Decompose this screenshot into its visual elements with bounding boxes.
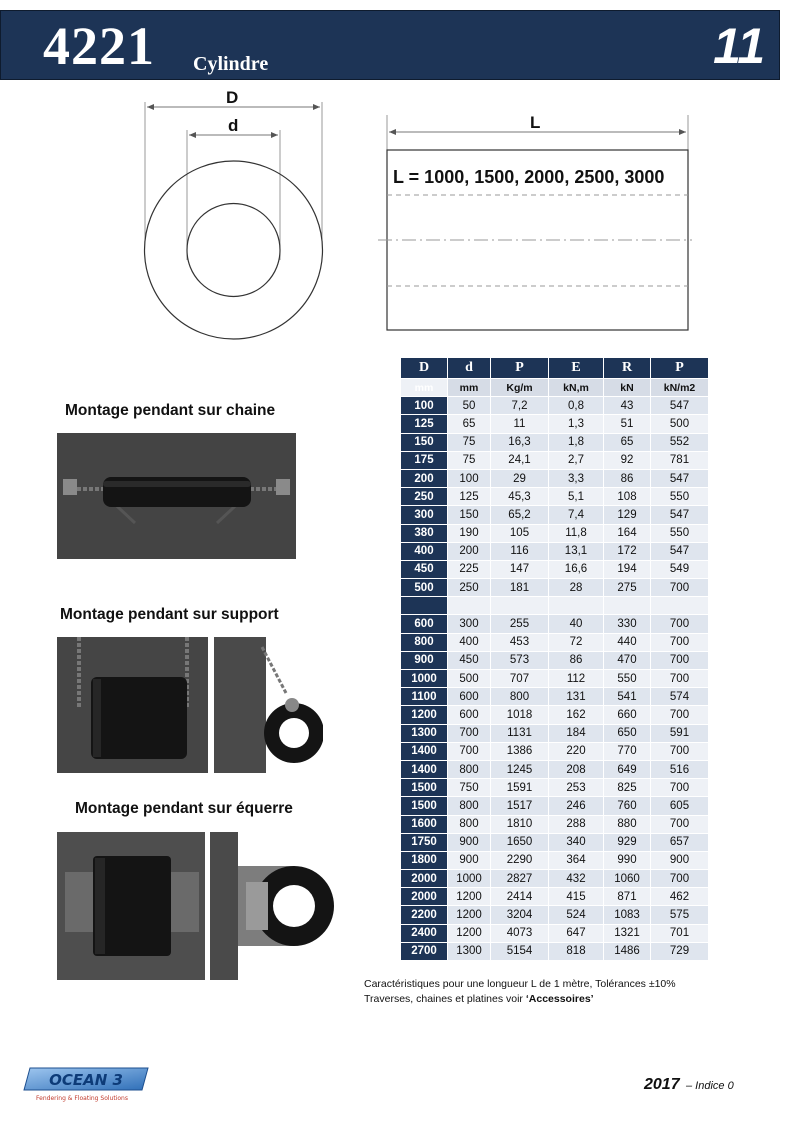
table-cell: 75 xyxy=(448,433,491,451)
product-name: Cylindre xyxy=(193,53,269,75)
column-header: P xyxy=(491,358,549,379)
table-cell: 250 xyxy=(448,579,491,597)
table-cell: 181 xyxy=(491,579,549,597)
table-cell: 929 xyxy=(604,833,651,851)
table-row xyxy=(401,870,709,888)
table-cell xyxy=(491,597,549,615)
table-cell: 275 xyxy=(604,579,651,597)
table-cell: 541 xyxy=(604,688,651,706)
table-cell: 105 xyxy=(491,524,549,542)
table-cell: 86 xyxy=(549,651,604,669)
technical-drawing xyxy=(0,80,793,350)
table-cell: 657 xyxy=(651,833,709,851)
table-cell: 700 xyxy=(651,579,709,597)
row-diameter: 2700 xyxy=(401,942,448,960)
table-cell: 28 xyxy=(549,579,604,597)
table-cell: 547 xyxy=(651,397,709,415)
column-unit: Kg/m xyxy=(491,379,549,397)
table-cell: 1200 xyxy=(448,888,491,906)
table-row xyxy=(401,706,709,724)
column-header: P xyxy=(651,358,709,379)
table-row xyxy=(401,833,709,851)
row-diameter: 2200 xyxy=(401,906,448,924)
column-unit: kN xyxy=(604,379,651,397)
table-cell: 660 xyxy=(604,706,651,724)
table-cell: 220 xyxy=(549,742,604,760)
column-unit: kN/m2 xyxy=(651,379,709,397)
table-cell xyxy=(604,597,651,615)
table-cell: 51 xyxy=(604,415,651,433)
table-cell: 575 xyxy=(651,906,709,924)
row-diameter: 1100 xyxy=(401,688,448,706)
table-cell: 3,3 xyxy=(549,469,604,487)
end-view-drawing xyxy=(145,102,323,339)
table-row xyxy=(401,506,709,524)
table-cell: 649 xyxy=(604,760,651,778)
table-cell: 40 xyxy=(549,615,604,633)
table-cell: 500 xyxy=(448,670,491,688)
table-cell: 1650 xyxy=(491,833,549,851)
table-cell: 1200 xyxy=(448,924,491,942)
table-cell: 1083 xyxy=(604,906,651,924)
table-cell: 72 xyxy=(549,633,604,651)
table-cell: 7,2 xyxy=(491,397,549,415)
table-row xyxy=(401,851,709,869)
note-accessories-prefix: Traverses, chaines et platines voir xyxy=(364,993,526,1005)
logo-text: OCEAN 3 xyxy=(49,1071,123,1089)
table-row xyxy=(401,815,709,833)
column-header: d xyxy=(448,358,491,379)
row-diameter: 125 xyxy=(401,415,448,433)
row-diameter: 2400 xyxy=(401,924,448,942)
table-cell: 65 xyxy=(604,433,651,451)
column-unit: mm xyxy=(448,379,491,397)
table-cell: 255 xyxy=(491,615,549,633)
table-cell: 112 xyxy=(549,670,604,688)
table-cell: 450 xyxy=(448,651,491,669)
table-cell: 700 xyxy=(651,670,709,688)
column-header: R xyxy=(604,358,651,379)
row-diameter xyxy=(401,597,448,615)
table-row xyxy=(401,724,709,742)
table-cell: 800 xyxy=(448,797,491,815)
revision-index: – Indice 0 xyxy=(686,1080,734,1092)
table-cell: 172 xyxy=(604,542,651,560)
row-diameter: 1800 xyxy=(401,851,448,869)
table-cell: 2827 xyxy=(491,870,549,888)
accessories-reference: ‘Accessoires’ xyxy=(525,993,594,1005)
table-cell: 1386 xyxy=(491,742,549,760)
table-cell: 108 xyxy=(604,488,651,506)
table-cell: 650 xyxy=(604,724,651,742)
table-cell: 125 xyxy=(448,488,491,506)
table-cell: 550 xyxy=(651,524,709,542)
table-cell: 2414 xyxy=(491,888,549,906)
row-diameter: 380 xyxy=(401,524,448,542)
table-cell: 1486 xyxy=(604,942,651,960)
table-cell: 330 xyxy=(604,615,651,633)
table-cell: 880 xyxy=(604,815,651,833)
table-cell: 1,8 xyxy=(549,433,604,451)
table-cell: 547 xyxy=(651,542,709,560)
caption-chain-mount: Montage pendant sur chaine xyxy=(65,402,276,419)
table-row xyxy=(401,488,709,506)
table-cell: 701 xyxy=(651,924,709,942)
table-cell: 462 xyxy=(651,888,709,906)
table-cell: 50 xyxy=(448,397,491,415)
table-cell: 100 xyxy=(448,469,491,487)
table-cell: 781 xyxy=(651,451,709,469)
product-code: 4221 xyxy=(43,16,155,76)
table-cell: 1300 xyxy=(448,942,491,960)
table-row xyxy=(401,888,709,906)
table-cell: 65,2 xyxy=(491,506,549,524)
table-row xyxy=(401,469,709,487)
table-cell: 3204 xyxy=(491,906,549,924)
table-cell: 750 xyxy=(448,779,491,797)
table-cell: 45,3 xyxy=(491,488,549,506)
table-row xyxy=(401,579,709,597)
table-cell: 16,6 xyxy=(549,560,604,578)
table-cell: 700 xyxy=(651,870,709,888)
table-cell: 605 xyxy=(651,797,709,815)
row-diameter: 1000 xyxy=(401,670,448,688)
row-diameter: 800 xyxy=(401,633,448,651)
table-row xyxy=(401,670,709,688)
table-cell: 900 xyxy=(651,851,709,869)
table-cell: 208 xyxy=(549,760,604,778)
table-cell: 800 xyxy=(448,815,491,833)
table-cell: 550 xyxy=(651,488,709,506)
table-row xyxy=(401,524,709,542)
table-cell: 1321 xyxy=(604,924,651,942)
table-cell: 1517 xyxy=(491,797,549,815)
page-number: 11 xyxy=(713,18,765,74)
table-row xyxy=(401,797,709,815)
row-diameter: 300 xyxy=(401,506,448,524)
table-cell: 500 xyxy=(651,415,709,433)
table-cell: 288 xyxy=(549,815,604,833)
table-cell: 700 xyxy=(651,779,709,797)
label-d: d xyxy=(228,116,239,135)
table-cell: 600 xyxy=(448,688,491,706)
row-diameter: 175 xyxy=(401,451,448,469)
table-cell xyxy=(549,597,604,615)
table-cell: 1200 xyxy=(448,906,491,924)
table-cell: 4073 xyxy=(491,924,549,942)
row-diameter: 500 xyxy=(401,579,448,597)
table-row xyxy=(401,651,709,669)
table-cell: 116 xyxy=(491,542,549,560)
bracket-mount-side-photo xyxy=(210,832,340,980)
table-cell: 800 xyxy=(448,760,491,778)
row-diameter: 200 xyxy=(401,469,448,487)
table-cell: 470 xyxy=(604,651,651,669)
table-row xyxy=(401,542,709,560)
table-cell: 825 xyxy=(604,779,651,797)
table-cell: 75 xyxy=(448,451,491,469)
table-cell: 453 xyxy=(491,633,549,651)
note-accessories xyxy=(364,992,676,1007)
table-cell: 29 xyxy=(491,469,549,487)
support-mount-photo xyxy=(57,637,208,773)
row-diameter: 150 xyxy=(401,433,448,451)
table-row xyxy=(401,924,709,942)
table-cell: 194 xyxy=(604,560,651,578)
table-cell: 300 xyxy=(448,615,491,633)
notes-block xyxy=(364,977,676,1007)
row-diameter: 2000 xyxy=(401,870,448,888)
table-cell: 547 xyxy=(651,469,709,487)
table-cell: 729 xyxy=(651,942,709,960)
table-cell: 131 xyxy=(549,688,604,706)
table-cell: 770 xyxy=(604,742,651,760)
table-cell: 990 xyxy=(604,851,651,869)
table-cell: 549 xyxy=(651,560,709,578)
table-cell: 700 xyxy=(651,651,709,669)
logo-tagline: Fendering & Floating Solutions xyxy=(36,1095,128,1102)
column-unit: mm xyxy=(401,379,448,397)
table-cell: 1060 xyxy=(604,870,651,888)
table-cell: 340 xyxy=(549,833,604,851)
table-cell: 24,1 xyxy=(491,451,549,469)
table-cell: 5,1 xyxy=(549,488,604,506)
row-diameter: 250 xyxy=(401,488,448,506)
table-cell: 800 xyxy=(491,688,549,706)
table-cell xyxy=(448,597,491,615)
row-diameter: 1400 xyxy=(401,742,448,760)
table-cell: 400 xyxy=(448,633,491,651)
table-cell: 7,4 xyxy=(549,506,604,524)
table-cell: 591 xyxy=(651,724,709,742)
table-cell: 700 xyxy=(448,724,491,742)
table-cell: 550 xyxy=(604,670,651,688)
table-cell: 516 xyxy=(651,760,709,778)
table-cell: 900 xyxy=(448,851,491,869)
caption-support-mount: Montage pendant sur support xyxy=(60,606,279,623)
column-header: E xyxy=(549,358,604,379)
table-units-row xyxy=(401,379,709,397)
row-diameter: 1500 xyxy=(401,779,448,797)
table-cell: 65 xyxy=(448,415,491,433)
row-diameter: 1300 xyxy=(401,724,448,742)
table-cell: 0,8 xyxy=(549,397,604,415)
row-diameter: 1200 xyxy=(401,706,448,724)
table-row xyxy=(401,433,709,451)
table-row xyxy=(401,942,709,960)
table-cell: 364 xyxy=(549,851,604,869)
table-cell: 700 xyxy=(651,633,709,651)
table-cell: 2290 xyxy=(491,851,549,869)
table-cell: 1591 xyxy=(491,779,549,797)
table-cell: 700 xyxy=(651,742,709,760)
row-diameter: 1750 xyxy=(401,833,448,851)
lengths-text: L = 1000, 1500, 2000, 2500, 3000 xyxy=(393,167,665,187)
table-row xyxy=(401,688,709,706)
table-cell: 1131 xyxy=(491,724,549,742)
table-cell: 162 xyxy=(549,706,604,724)
table-cell: 900 xyxy=(448,833,491,851)
table-cell: 440 xyxy=(604,633,651,651)
table-cell: 415 xyxy=(549,888,604,906)
table-cell: 147 xyxy=(491,560,549,578)
caption-bracket-mount: Montage pendant sur équerre xyxy=(75,800,293,817)
table-cell: 600 xyxy=(448,706,491,724)
table-cell: 246 xyxy=(549,797,604,815)
row-diameter: 1400 xyxy=(401,760,448,778)
table-row xyxy=(401,397,709,415)
bracket-mount-photo xyxy=(57,832,205,980)
table-row xyxy=(401,560,709,578)
ocean3-logo xyxy=(22,1064,152,1104)
table-cell: 5154 xyxy=(491,942,549,960)
table-row xyxy=(401,760,709,778)
table-cell: 184 xyxy=(549,724,604,742)
table-cell: 92 xyxy=(604,451,651,469)
table-row xyxy=(401,597,709,615)
row-diameter: 2000 xyxy=(401,888,448,906)
label-L: L xyxy=(530,113,541,132)
table-cell: 524 xyxy=(549,906,604,924)
table-cell: 707 xyxy=(491,670,549,688)
table-cell xyxy=(651,597,709,615)
table-cell: 13,1 xyxy=(549,542,604,560)
table-cell: 200 xyxy=(448,542,491,560)
side-view-drawing xyxy=(378,115,692,330)
row-diameter: 100 xyxy=(401,397,448,415)
table-cell: 574 xyxy=(651,688,709,706)
row-diameter: 900 xyxy=(401,651,448,669)
table-cell: 150 xyxy=(448,506,491,524)
table-cell: 1,3 xyxy=(549,415,604,433)
support-mount-side-photo xyxy=(214,637,323,773)
row-diameter: 400 xyxy=(401,542,448,560)
column-header: D xyxy=(401,358,448,379)
table-cell: 2,7 xyxy=(549,451,604,469)
table-cell: 700 xyxy=(448,742,491,760)
table-row xyxy=(401,633,709,651)
table-row xyxy=(401,742,709,760)
table-cell: 190 xyxy=(448,524,491,542)
table-cell: 11 xyxy=(491,415,549,433)
table-cell: 818 xyxy=(549,942,604,960)
table-row xyxy=(401,415,709,433)
year: 2017 xyxy=(644,1076,680,1093)
table-cell: 86 xyxy=(604,469,651,487)
table-cell: 700 xyxy=(651,615,709,633)
table-cell: 225 xyxy=(448,560,491,578)
table-cell: 11,8 xyxy=(549,524,604,542)
table-cell: 43 xyxy=(604,397,651,415)
table-header-row xyxy=(401,358,709,379)
table-cell: 432 xyxy=(549,870,604,888)
table-cell: 573 xyxy=(491,651,549,669)
table-cell: 1000 xyxy=(448,870,491,888)
table-cell: 1018 xyxy=(491,706,549,724)
label-D: D xyxy=(226,88,239,107)
table-cell: 700 xyxy=(651,706,709,724)
column-unit: kN,m xyxy=(549,379,604,397)
table-row xyxy=(401,906,709,924)
row-diameter: 600 xyxy=(401,615,448,633)
table-cell: 760 xyxy=(604,797,651,815)
table-cell: 129 xyxy=(604,506,651,524)
row-diameter: 1600 xyxy=(401,815,448,833)
table-cell: 1810 xyxy=(491,815,549,833)
table-cell: 1245 xyxy=(491,760,549,778)
table-cell: 253 xyxy=(549,779,604,797)
table-cell: 164 xyxy=(604,524,651,542)
table-row xyxy=(401,451,709,469)
table-cell: 871 xyxy=(604,888,651,906)
spec-table xyxy=(400,357,709,961)
table-cell: 700 xyxy=(651,815,709,833)
note-characteristics: Caractéristiques pour une longueur L de 1 mètre, Tolérances ±10% xyxy=(364,978,676,990)
row-diameter: 450 xyxy=(401,560,448,578)
row-diameter: 1500 xyxy=(401,797,448,815)
table-cell: 552 xyxy=(651,433,709,451)
table-cell: 547 xyxy=(651,506,709,524)
table-cell: 647 xyxy=(549,924,604,942)
table-row xyxy=(401,779,709,797)
chain-mount-photo xyxy=(57,433,296,559)
table-row xyxy=(401,615,709,633)
table-cell: 16,3 xyxy=(491,433,549,451)
header-bar xyxy=(0,10,780,80)
